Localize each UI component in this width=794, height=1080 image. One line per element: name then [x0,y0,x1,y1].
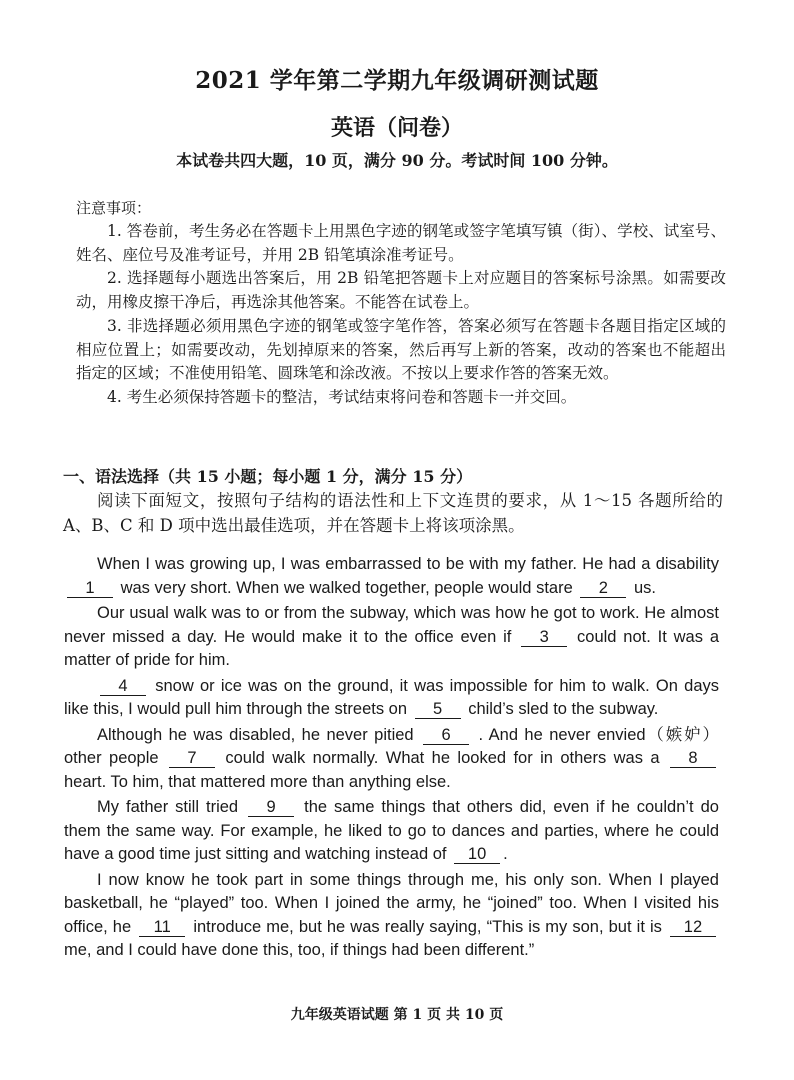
passage-paragraph-3 [64,675,719,722]
notice-item-1: 1. 答卷前，考生务必在答题卡上用黑色字迹的钢笔或签字笔填写镇（街）、学校、试室号、姓名、座位号及准考证号，并用 2B 铅笔填涂准考证号。 [76,222,726,264]
exam-info: 本试卷共四大题，10 页，满分 90 分。考试时间 100 分钟。 [176,151,618,170]
passage-text: When I was growing up, I was embarrassed to be with my father. He had a disability [97,555,719,573]
passage-text: . And he never envied（嫉妒）other people [64,725,719,767]
passage-text: could not. It was a matter of pride for him. [64,627,719,669]
section-heading: 一、语法选择（共 15 小题；每小题 1 分，满分 15 分） [63,467,473,486]
passage-text: me, and I could have done this, too, if things had been different.” [64,941,535,959]
blank-1: 1 [67,580,113,598]
blank-5: 5 [415,701,461,719]
blank-8: 8 [670,750,716,768]
reading-passage [64,553,719,965]
page-footer: 九年级英语试题 第 1 页 共 10 页 [290,1007,504,1023]
blank-6: 6 [423,727,469,745]
passage-text: introduce me, but he was really saying, “This is my son, but it is [193,917,662,936]
passage-paragraph-1 [64,553,719,600]
passage-paragraph-4 [64,724,719,795]
notice-item-3: 3. 非选择题必须用黑色字迹的钢笔或签字笔作答，答案必须写在答题卡各题目指定区域的相应位置上；如需要改动，先划掉原来的答案，然后再写上新的答案，改动的答案也不能超出指定的区域；不准使用铅笔、圆珠笔和涂改液。不按以上要求作答的答案无效。 [76,316,726,383]
blank-12: 12 [670,919,716,937]
blank-10: 10 [454,846,500,864]
passage-paragraph-6 [64,869,719,963]
passage-text: snow or ice was on the ground, it was impossible for him to walk. On days like this, I would pull him through the streets on [64,676,719,718]
passage-text: . [503,845,508,863]
passage-text: the same things that others did, even if he couldn’t do them the same way. For example, he liked to go to dances and parties, where he could have a good time just sitting and watching instead of [64,798,719,863]
section-instructions [63,488,723,538]
passage-text: could walk normally. What he looked for in others was a [225,749,660,767]
passage-text: heart. To him, that mattered more than anything else. [64,772,451,791]
blank-4: 4 [100,678,146,696]
notice-item-2: 2. 选择题每小题选出答案后，用 2B 铅笔把答题卡上对应题目的答案标号涂黑。如需要改动，用橡皮擦干净后，再选涂其他答案。不能答在试卷上。 [76,269,726,312]
passage-text: was very short. When we walked together, people would stare [120,578,573,597]
passage-text: Our usual walk was to or from the subway, which was how he got to work. He almost never missed a day. He would make it to the office even if [64,604,719,646]
passage-paragraph-2 [64,602,719,673]
passage-text: My father still tried [97,798,239,816]
page-subtitle: 英语（问卷） [330,115,463,141]
notice-item-4: 4. 考生必须保持答题卡的整洁，考试结束将问卷和答题卡一并交回。 [107,387,577,406]
passage-text: child’s sled to the subway. [468,700,659,718]
blank-9: 9 [248,799,294,817]
blank-11: 11 [139,919,185,937]
blank-2: 2 [580,580,626,598]
passage-paragraph-5 [64,796,719,867]
passage-text: us. [633,578,656,597]
section-intro-text: 阅读下面短文，按照句子结构的语法性和上下文连贯的要求，从 1～15 各题所给的 A、B、C 和 D 项中选出最佳选项，并在答题卡上将该项涂黑。 [63,491,723,535]
page-title: 2021 学年第二学期九年级调研测试题 [195,67,599,94]
passage-text: Although he was disabled, he never pitied [97,725,414,744]
notice-heading: 注意事项： [76,199,152,217]
blank-7: 7 [169,750,215,768]
notice-list [76,220,726,410]
blank-3: 3 [521,629,567,647]
passage-text: I now know he took part in some things through me, his only son. When I played basketball, he “played” too. When I joined the army, he “joined” too. When I visited his office, he [64,870,719,936]
